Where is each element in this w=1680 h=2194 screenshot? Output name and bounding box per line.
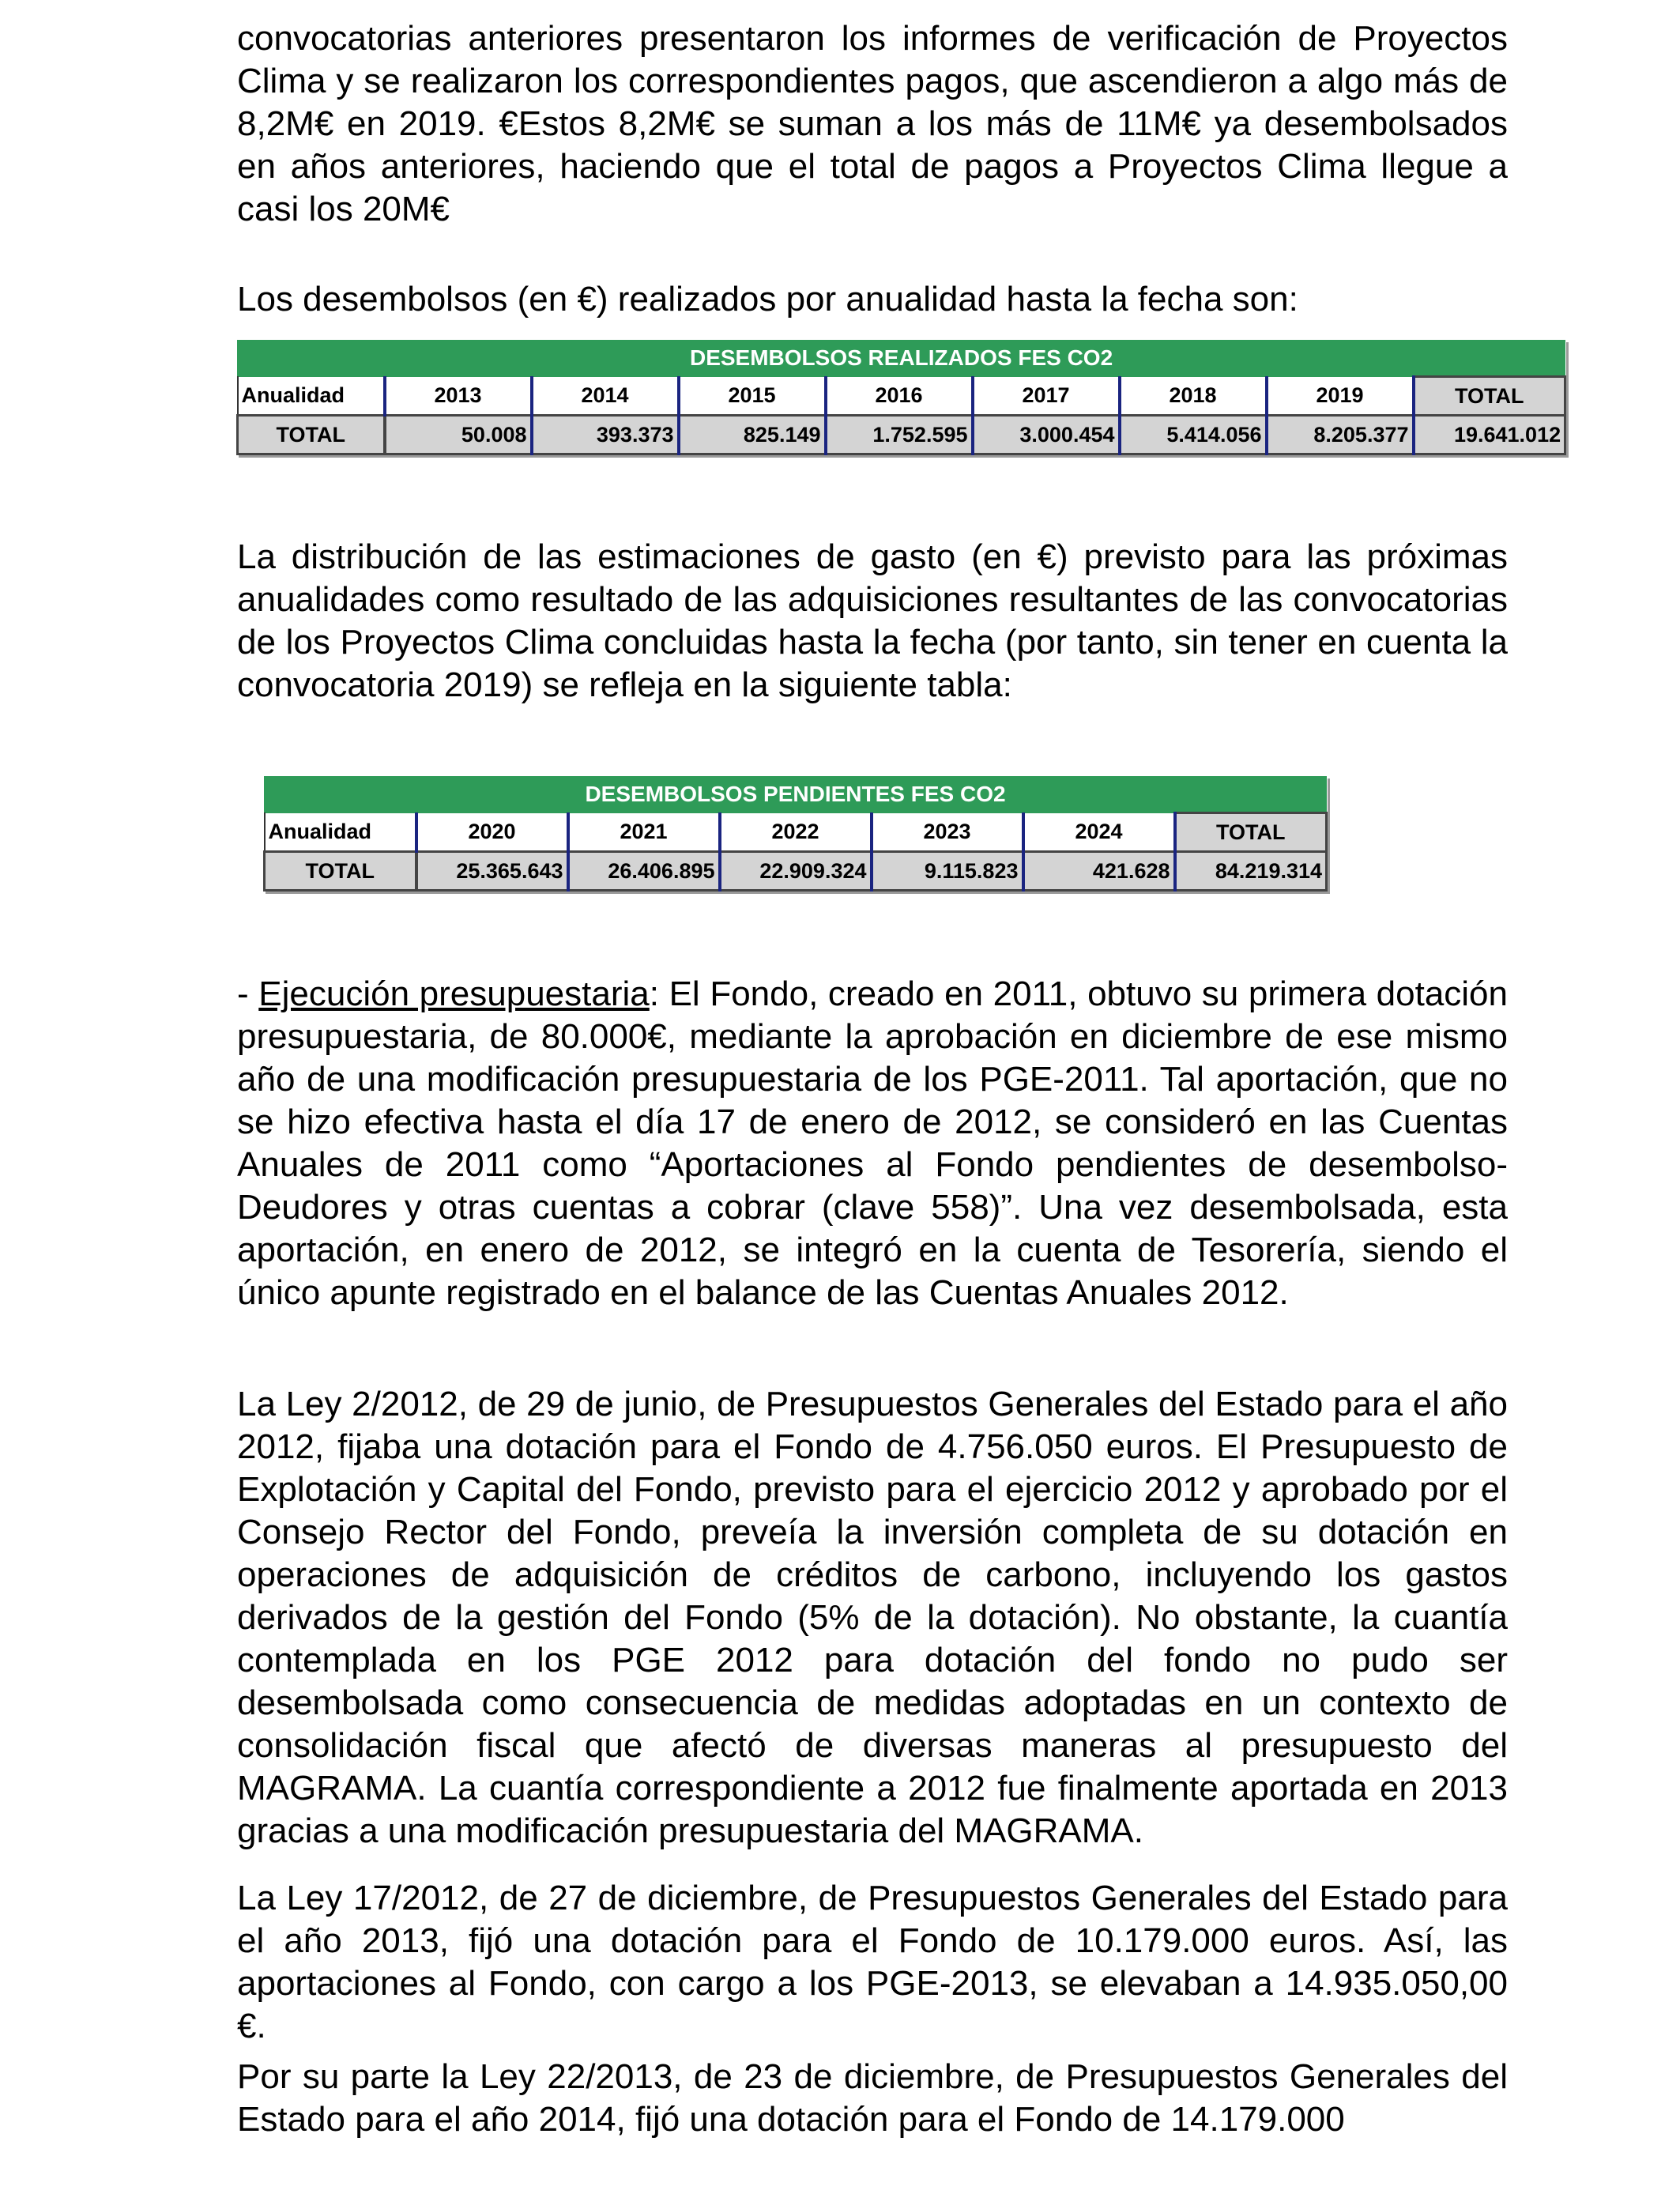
year-header-cell: 2013: [385, 377, 532, 416]
value-cell: 5.414.056: [1120, 416, 1267, 454]
row-label-cell: TOTAL: [265, 852, 416, 891]
year-header-cell: 2023: [872, 813, 1023, 852]
total-value-cell: 19.641.012: [1414, 416, 1565, 454]
table-title: DESEMBOLSOS REALIZADOS FES CO2: [238, 341, 1565, 377]
row-label-cell: TOTAL: [238, 416, 385, 454]
table-row: [238, 416, 1565, 454]
table-row: [265, 852, 1327, 891]
disbursements-pending-table: [263, 776, 1328, 892]
year-header-cell: 2022: [720, 813, 872, 852]
table-header-row: [265, 813, 1327, 852]
year-header-cell: 2024: [1023, 813, 1175, 852]
table-title: DESEMBOLSOS PENDIENTES FES CO2: [265, 777, 1327, 813]
value-cell: 8.205.377: [1267, 416, 1414, 454]
value-cell: 26.406.895: [568, 852, 720, 891]
year-header-cell: 2020: [416, 813, 568, 852]
value-cell: 825.149: [679, 416, 826, 454]
paragraph-law-17-2012: La Ley 17/2012, de 27 de diciembre, de Presupuestos Generales del Estado para el año 2013, fijó una dotación para el Fondo de 10.179.000 euros. Así, las aportaciones al Fondo, con cargo a los PGE-2013, se elevaban a 14.935.050,00 €.: [237, 1879, 1508, 2045]
value-cell: 50.008: [385, 416, 532, 454]
disbursements-made-table: [236, 340, 1566, 455]
total-header-cell: TOTAL: [1414, 377, 1565, 416]
total-header-cell: TOTAL: [1175, 813, 1327, 852]
paragraph-body: : El Fondo, creado en 2011, obtuvo su primera dotación presupuestaria, de 80.000€, mediante la aprobación en diciembre de ese mismo año de una modificación presupuestaria de los PGE-2011. Tal aportación, que no se hizo efectiva hasta el día 17 de enero de 2012, se consideró en las Cuentas Anuales de 2011 como “Aportaciones al Fondo pendientes de desembolso-Deudores y otras cuentas a cobrar (clave 558)”. Una vez desembolsada, esta aportación, en enero de 2012, se integró en la cuenta de Tesorería, siendo el único apunte registrado en el balance de las Cuentas Anuales 2012.: [237, 974, 1509, 1312]
value-cell: 1.752.595: [826, 416, 973, 454]
year-header-cell: 2014: [532, 377, 679, 416]
year-header-cell: 2019: [1267, 377, 1414, 416]
value-cell: 25.365.643: [416, 852, 568, 891]
paragraph-verification-payments: convocatorias anteriores presentaron los informes de verificación de Proyectos Clima y se realizaron los correspondientes pagos, que ascendieron a algo más de 8,2M€ en 2019. €Estos 8,2M€ se suman a los más de 11M€ ya desembolsados en años anteriores, haciendo que el total de pagos a Proyectos Clima llegue a casi los 20M€: [237, 19, 1508, 228]
paragraph-law-2-2012: La Ley 2/2012, de 29 de junio, de Presupuestos Generales del Estado para el año 2012, fijaba una dotación para el Fondo de 4.756.050 euros. El Presupuesto de Explotación y Capital del Fondo, previsto para el ejercicio 2012 y aprobado por el Consejo Rector del Fondo, preveía la inversión completa de su dotación en operaciones de adquisición de créditos de carbono, incluyendo los gastos derivados de la gestión del Fondo (5% de la dotación). No obstante, la cuantía contemplada en los PGE 2012 para dotación del fondo no pudo ser desembolsada como consecuencia de medidas adoptadas en un contexto de consolidación fiscal que afectó de diversas maneras al presupuesto del MAGRAMA. La cuantía correspondiente a 2012 fue finalmente aportada en 2013 gracias a una modificación presupuestaria del MAGRAMA.: [237, 1385, 1508, 1850]
table-header-row: [238, 377, 1565, 416]
paragraph-law-22-2013: Por su parte la Ley 22/2013, de 23 de diciembre, de Presupuestos Generales del Estado para el año 2014, fijó una dotación para el Fondo de 14.179.000: [237, 2057, 1508, 2139]
value-cell: 393.373: [532, 416, 679, 454]
paragraph-estimates-intro: La distribución de las estimaciones de gasto (en €) previsto para las próximas anualidades como resultado de las adquisiciones resultantes de las convocatorias de los Proyectos Clima concluidas hasta la fecha (por tanto, sin tener en cuenta la convocatoria 2019) se refleja en la siguiente tabla:: [237, 537, 1508, 704]
section-term: Ejecución presupuestaria: [258, 974, 650, 1013]
value-cell: 3.000.454: [973, 416, 1120, 454]
year-header-cell: 2017: [973, 377, 1120, 416]
value-cell: 421.628: [1023, 852, 1175, 891]
year-header-cell: 2015: [679, 377, 826, 416]
year-header-cell: 2021: [568, 813, 720, 852]
total-value-cell: 84.219.314: [1175, 852, 1327, 891]
list-dash: -: [237, 974, 259, 1013]
year-header-cell: 2016: [826, 377, 973, 416]
row-header-cell: Anualidad: [265, 813, 416, 852]
year-header-cell: 2018: [1120, 377, 1267, 416]
row-header-cell: Anualidad: [238, 377, 385, 416]
paragraph-budget-execution: [237, 973, 1508, 1314]
value-cell: 22.909.324: [720, 852, 872, 891]
paragraph-disbursements-intro: Los desembolsos (en €) realizados por anualidad hasta la fecha son:: [237, 280, 1298, 319]
value-cell: 9.115.823: [872, 852, 1023, 891]
